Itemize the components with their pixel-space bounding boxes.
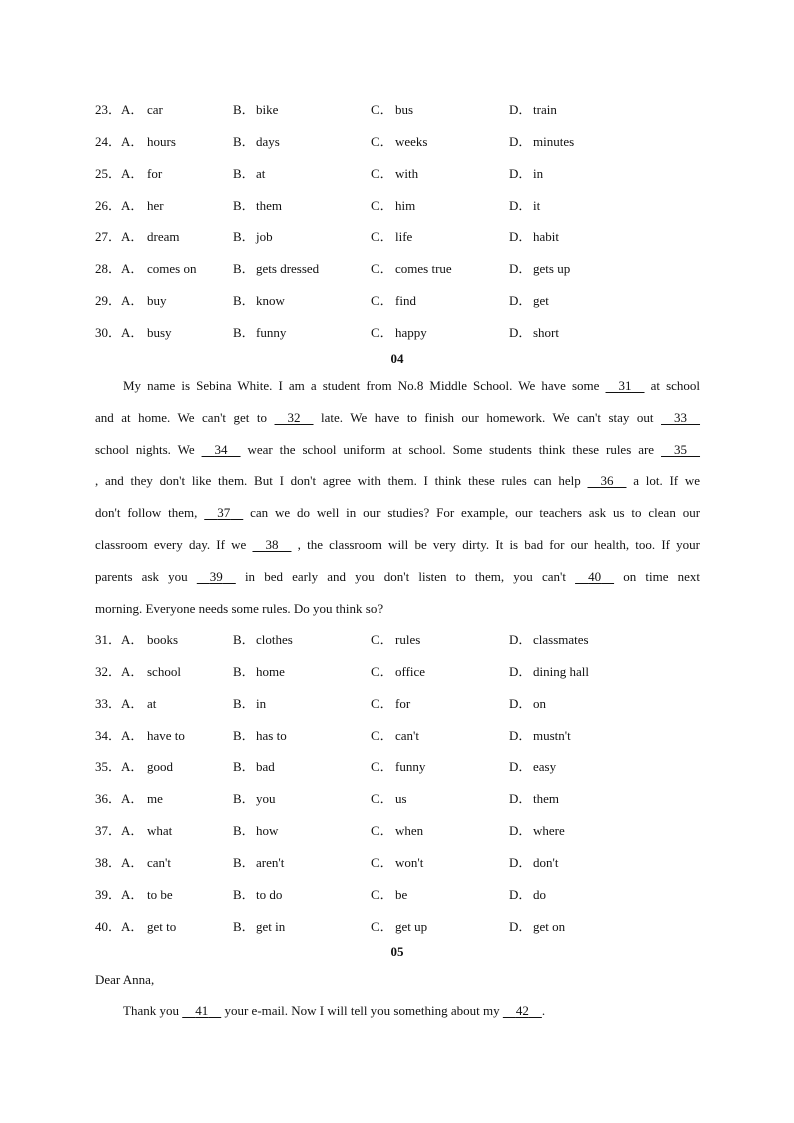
blank-35: 35: [674, 442, 688, 457]
option-c: be: [395, 886, 408, 902]
option-a: can't: [147, 854, 171, 870]
question-number-text: 28．: [95, 261, 122, 277]
option-d: gets up: [533, 261, 571, 277]
option-label-b: B．: [233, 229, 255, 245]
option-d: where: [533, 823, 565, 839]
option-label-b: B．: [233, 197, 255, 213]
option-d: classmates: [533, 632, 589, 647]
option-b: in: [256, 695, 267, 711]
option-label-b: B．: [233, 102, 255, 117]
option-label-c: C．: [371, 823, 393, 839]
option-label-d: D．: [509, 727, 532, 743]
option-b: how: [256, 823, 279, 839]
option-label-b: B．: [233, 823, 255, 839]
option-a: good: [147, 759, 173, 775]
question-number: [95, 260, 143, 278]
option-label-b: B．: [233, 324, 255, 340]
question-number-text: 23．: [95, 102, 122, 117]
option-label-d: D．: [509, 918, 532, 934]
option-label-b: B．: [233, 791, 255, 807]
question-number: [95, 822, 143, 840]
option-label-a: A．: [121, 261, 144, 277]
option-label-c: C．: [371, 854, 393, 870]
option-label-a: A．: [121, 197, 144, 213]
option-b: aren't: [256, 854, 285, 870]
option-a: at: [147, 695, 157, 711]
passage-line-2: and at home. We can't get to 32 late. We have to finish our homework. We can't stay out 33: [95, 409, 700, 427]
option-label-a: A．: [121, 854, 144, 870]
option-b: bad: [256, 759, 275, 775]
option-b: to do: [256, 886, 283, 902]
option-label-c: C．: [371, 261, 393, 277]
option-label-d: D．: [509, 854, 532, 870]
question-number: [95, 133, 143, 151]
question-number-text: 27．: [95, 229, 122, 245]
option-label-c: C．: [371, 165, 393, 181]
option-label-d: D．: [509, 886, 532, 902]
question-number: [95, 758, 143, 776]
question-number-text: 40．: [95, 918, 122, 934]
option-d: minutes: [533, 133, 575, 149]
blank-34: 34: [214, 442, 228, 457]
option-b: bike: [256, 102, 279, 117]
option-c: him: [395, 197, 416, 213]
question-number-text: 31．: [95, 632, 122, 647]
option-label-c: C．: [371, 695, 393, 711]
option-label-d: D．: [509, 165, 532, 181]
blank-38: 38: [265, 537, 279, 552]
question-number: [95, 854, 143, 872]
option-label-c: C．: [371, 197, 393, 213]
option-a: for: [147, 165, 163, 181]
option-label-a: A．: [121, 791, 144, 807]
blank-39: 39: [209, 569, 223, 584]
question-number-text: 37．: [95, 823, 122, 839]
passage-line-4: , and they don't like them. But I don't agree with them. I think these rules can help 36 a lot. If we: [95, 473, 701, 488]
option-d: get: [533, 293, 549, 309]
option-label-a: A．: [121, 695, 144, 711]
option-c: won't: [395, 854, 424, 870]
option-label-b: B．: [233, 663, 255, 679]
question-number-text: 35．: [95, 759, 122, 775]
blank-31: 31: [618, 378, 632, 393]
question-number-text: 38．: [95, 854, 122, 870]
option-a: her: [147, 197, 164, 213]
option-label-c: C．: [371, 918, 393, 934]
option-a: dream: [147, 229, 180, 245]
option-d: short: [533, 324, 559, 340]
option-a: get to: [147, 918, 177, 934]
question-number-text: 25．: [95, 165, 122, 181]
option-label-c: C．: [371, 727, 393, 743]
option-a: comes on: [147, 261, 197, 277]
option-b: job: [256, 229, 273, 245]
option-d: don't: [533, 854, 559, 870]
option-label-b: B．: [233, 165, 255, 181]
option-d: on: [533, 695, 546, 711]
option-label-a: A．: [121, 886, 144, 902]
option-label-c: C．: [371, 663, 393, 679]
option-label-d: D．: [509, 229, 532, 245]
option-d: easy: [533, 759, 557, 775]
option-d: mustn't: [533, 727, 571, 743]
option-a: have to: [147, 727, 185, 743]
option-b: you: [256, 791, 276, 807]
option-label-c: C．: [371, 293, 393, 309]
option-b: know: [256, 293, 285, 309]
option-c: weeks: [395, 133, 428, 149]
option-label-c: C．: [371, 133, 393, 149]
blank-41: 41: [195, 1003, 209, 1018]
option-c: with: [395, 165, 419, 181]
question-number-text: 24．: [95, 133, 122, 149]
option-label-d: D．: [509, 632, 532, 647]
blank-42: 42: [515, 1003, 529, 1018]
question-number-text: 29．: [95, 293, 122, 309]
option-label-a: A．: [121, 229, 144, 245]
option-label-d: D．: [509, 261, 532, 277]
option-b: has to: [256, 727, 287, 743]
option-label-a: A．: [121, 293, 144, 309]
option-c: office: [395, 663, 426, 679]
question-number: [95, 292, 143, 310]
option-label-c: C．: [371, 324, 393, 340]
option-c: funny: [395, 759, 426, 775]
passage-line-6: classroom every day. If we 38 , the classroom will be very dirty. It is bad for our health, too. If your: [95, 537, 700, 552]
option-a: school: [147, 663, 181, 679]
passage-line-7: parents ask you 39 in bed early and you don't listen to them, you can't 40 on time next: [95, 569, 700, 584]
letter-salutation: Dear Anna,: [95, 972, 155, 987]
option-label-d: D．: [509, 197, 532, 213]
option-b: clothes: [256, 632, 293, 647]
option-c: happy: [395, 324, 427, 340]
option-label-b: B．: [233, 293, 255, 309]
option-d: do: [533, 886, 546, 902]
option-a: me: [147, 791, 163, 807]
question-number: [95, 101, 143, 119]
question-number-text: 26．: [95, 197, 122, 213]
option-d: them: [533, 791, 559, 807]
option-b: funny: [256, 324, 287, 340]
question-number-text: 30．: [95, 324, 122, 340]
option-a: books: [147, 632, 179, 647]
option-label-a: A．: [121, 324, 144, 340]
blank-32: 32: [287, 410, 301, 425]
option-label-d: D．: [509, 759, 532, 775]
option-label-d: D．: [509, 663, 532, 679]
question-number: [95, 886, 143, 904]
option-label-d: D．: [509, 823, 532, 839]
option-a: what: [147, 823, 173, 839]
option-label-a: A．: [121, 165, 144, 181]
option-label-c: C．: [371, 229, 393, 245]
option-d: dining hall: [533, 663, 589, 679]
option-d: in: [533, 165, 544, 181]
option-c: find: [395, 293, 416, 309]
option-label-b: B．: [233, 854, 255, 870]
option-label-a: A．: [121, 823, 144, 839]
option-label-c: C．: [371, 102, 393, 117]
option-b: at: [256, 165, 266, 181]
option-label-c: C．: [371, 791, 393, 807]
option-label-d: D．: [509, 791, 532, 807]
option-label-d: D．: [509, 293, 532, 309]
option-label-b: B．: [233, 886, 255, 902]
question-number: [95, 663, 143, 681]
letter-line-1: Thank you 41 your e-mail. Now I will tell you something about my 42 .: [123, 1003, 546, 1018]
option-c: rules: [395, 632, 421, 647]
blank-33: 33: [674, 410, 688, 425]
section-heading-05: 05: [390, 944, 404, 959]
passage-line-5: don't follow them, 37 can we do well in our studies? For example, our teachers ask us to clean our: [95, 505, 701, 520]
option-d: it: [533, 197, 541, 213]
question-number-text: 39．: [95, 886, 122, 902]
option-label-a: A．: [121, 632, 144, 647]
blank-37: 37: [217, 505, 231, 520]
option-label-a: A．: [121, 759, 144, 775]
question-number-text: 33．: [95, 695, 122, 711]
question-number-text: 36．: [95, 791, 122, 807]
option-c: get up: [395, 918, 428, 934]
option-c: comes true: [395, 261, 452, 277]
option-b: home: [256, 663, 285, 679]
option-c: bus: [395, 102, 414, 117]
question-number: [95, 631, 143, 649]
option-b: gets dressed: [256, 261, 320, 277]
question-number: [95, 790, 143, 808]
option-label-a: A．: [121, 102, 144, 117]
option-c: can't: [395, 727, 419, 743]
option-label-b: B．: [233, 133, 255, 149]
option-a: busy: [147, 324, 172, 340]
option-b: them: [256, 197, 282, 213]
option-label-b: B．: [233, 261, 255, 277]
question-number: [95, 324, 143, 342]
option-label-c: C．: [371, 632, 393, 647]
option-d: habit: [533, 229, 559, 245]
option-label-c: C．: [371, 886, 393, 902]
option-label-a: A．: [121, 663, 144, 679]
option-b: days: [256, 133, 280, 149]
option-label-c: C．: [371, 759, 393, 775]
question-number: [95, 228, 143, 246]
option-label-d: D．: [509, 133, 532, 149]
question-number-text: 32．: [95, 663, 122, 679]
question-number: [95, 197, 143, 215]
option-label-a: A．: [121, 133, 144, 149]
option-label-d: D．: [509, 102, 532, 117]
blank-40: 40: [588, 569, 602, 584]
option-label-b: B．: [233, 918, 255, 934]
section-heading-04: 04: [390, 351, 404, 366]
question-number-text: 34．: [95, 727, 122, 743]
blank-36: 36: [600, 473, 614, 488]
option-c: life: [395, 229, 413, 245]
option-d: train: [533, 102, 557, 117]
option-b: get in: [256, 918, 286, 934]
option-label-d: D．: [509, 695, 532, 711]
option-c: when: [395, 823, 424, 839]
option-label-a: A．: [121, 918, 144, 934]
option-label-a: A．: [121, 727, 144, 743]
option-label-b: B．: [233, 632, 255, 647]
option-label-d: D．: [509, 324, 532, 340]
question-number: [95, 727, 143, 745]
passage-line-1: My name is Sebina White. I am a student from No.8 Middle School. We have some 31 at school: [123, 378, 701, 393]
option-a: buy: [147, 293, 167, 309]
option-c: us: [395, 791, 407, 807]
option-c: for: [395, 695, 411, 711]
question-number: [95, 695, 143, 713]
passage-line-8: morning. Everyone needs some rules. Do you think so?: [95, 601, 384, 616]
question-number: [95, 918, 143, 936]
option-a: hours: [147, 133, 176, 149]
option-a: to be: [147, 886, 173, 902]
option-d: get on: [533, 918, 566, 934]
passage-line-3: school nights. We 34 wear the school uniform at school. Some students think these rules are 35: [95, 441, 700, 459]
option-label-b: B．: [233, 759, 255, 775]
option-label-b: B．: [233, 727, 255, 743]
option-a: car: [147, 102, 163, 117]
question-number: [95, 165, 143, 183]
option-label-b: B．: [233, 695, 255, 711]
